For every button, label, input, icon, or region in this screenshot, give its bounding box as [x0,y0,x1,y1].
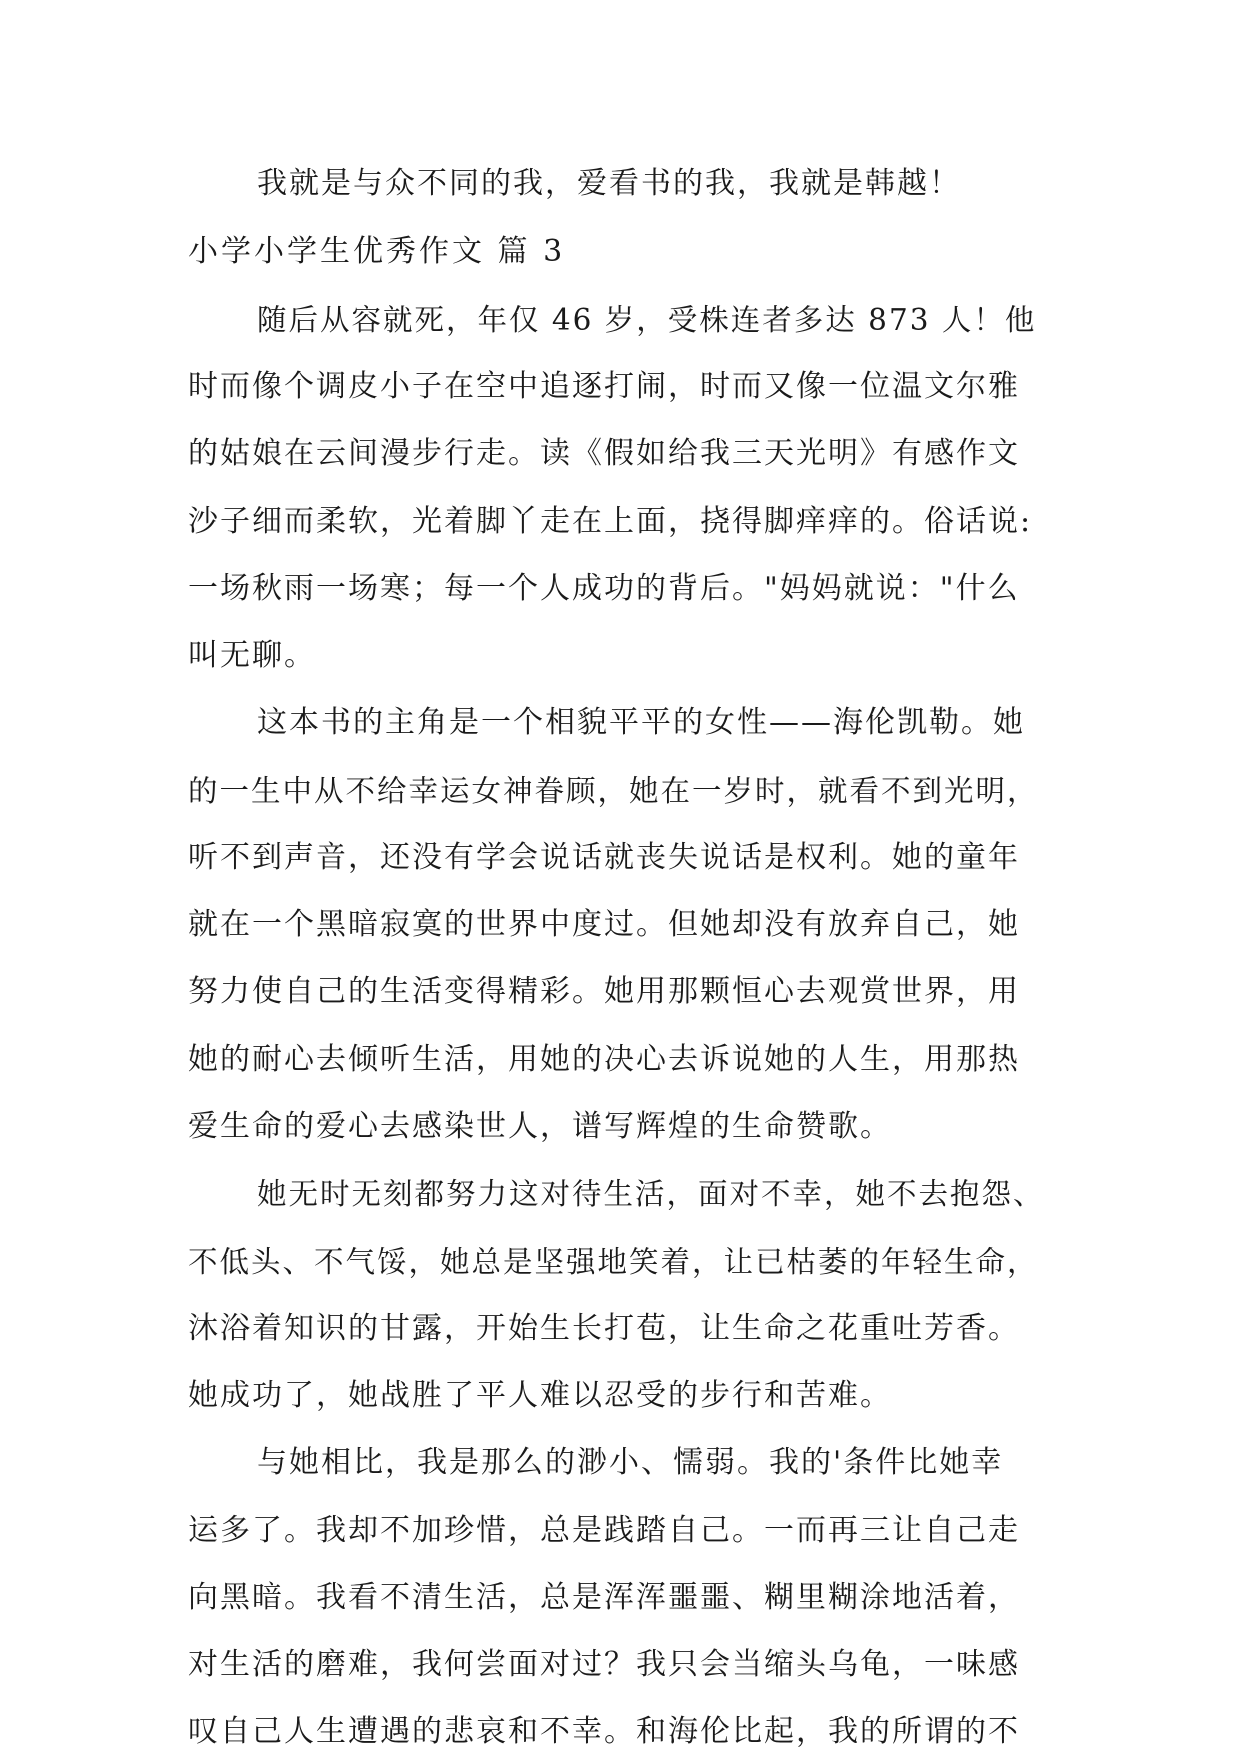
text-line: 叹自己人生遭遇的悲哀和不幸。和海伦比起，我的所谓的不 [188,1714,1020,1749]
text-line: 这本书的主角是一个相貌平平的女性——海伦凯勒。她 [257,705,1025,740]
text-line: 的一生中从不给幸运女神眷顾，她在一岁时，就看不到光明， [188,774,1039,808]
text-line: 不低头、不气馁，她总是坚强地笑着，让已枯萎的年轻生命， [188,1245,1039,1279]
text-line: 向黑暗。我看不清生活，总是浑浑噩噩、糊里糊涂地活着， [188,1580,1020,1615]
text-line: 她成功了，她战胜了平人难以忍受的步行和苦难。 [188,1378,892,1413]
text-line: 与她相比，我是那么的渺小、懦弱。我的'条件比她幸 [257,1445,1004,1480]
text-line: 的姑娘在云间漫步行走。读《假如给我三天光明》有感作文 [188,436,1020,471]
text-line: 对生活的磨难，我何尝面对过？我只会当缩头乌龟，一味感 [188,1647,1020,1682]
text-line: 沐浴着知识的甘露，开始生长打苞，让生命之花重吐芳香。 [188,1311,1020,1346]
text-line: 一场秋雨一场寒；每一个人成功的背后。"妈妈就说："什么 [188,571,1020,606]
text-line: 她无时无刻都努力这对待生活，面对不幸，她不去抱怨、 [257,1177,1045,1211]
text-line: 听不到声音，还没有学会说话就丧失说话是权利。她的童年 [188,840,1020,875]
text-line: 时而像个调皮小子在空中追逐打闹，时而又像一位温文尔雅 [188,369,1020,404]
text-line: 她的耐心去倾听生活，用她的决心去诉说她的人生，用那热 [188,1042,1020,1077]
text-line: 沙子细而柔软，光着脚丫走在上面，挠得脚痒痒的。俗话说: [188,504,1033,539]
text-line: 爱生命的爱心去感染世人，谱写辉煌的生命赞歌。 [188,1109,892,1144]
text-line: 叫无聊。 [188,638,316,673]
text-line: 随后从容就死，年仅 46 岁，受株连者多达 873 人！他 [257,303,1037,337]
section-heading: 小学小学生优秀作文 篇 3 [188,234,566,269]
text-line: 就在一个黑暗寂寞的世界中度过。但她却没有放弃自己，她 [188,907,1020,942]
text-line: 运多了。我却不加珍惜，总是践踏自己。一而再三让自己走 [188,1513,1020,1548]
text-line: 我就是与众不同的我，爱看书的我，我就是韩越！ [257,166,961,201]
text-line: 努力使自己的生活变得精彩。她用那颗恒心去观赏世界，用 [188,974,1020,1009]
